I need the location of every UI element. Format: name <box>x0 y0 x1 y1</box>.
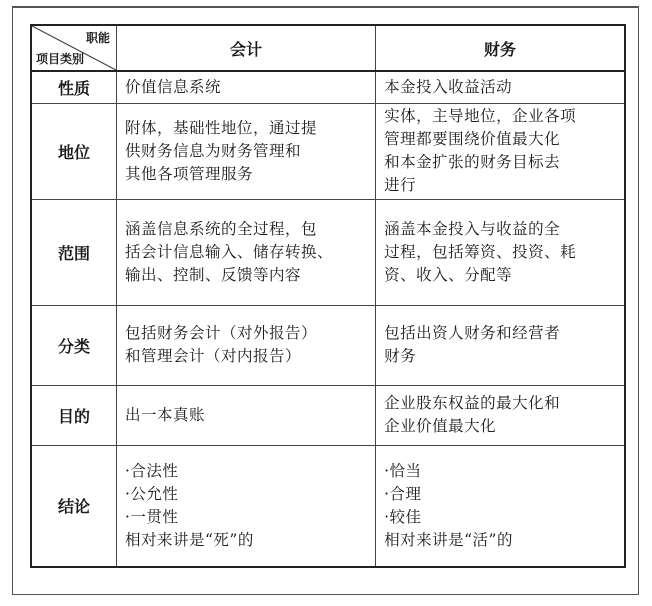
header-accounting: 会计 <box>117 25 376 71</box>
cell-line: 包括出资人财务和经营者 <box>384 324 561 342</box>
cell-line: 过程，包括筹资、投资、耗 <box>384 242 577 261</box>
cell-line: ·公允性 <box>125 484 179 503</box>
cell-line: 供财务信息为财务管理和 <box>125 141 302 160</box>
cell-line: 实体，主导地位，企业各项 <box>384 107 577 125</box>
cell-line: ·合法性 <box>125 461 179 480</box>
table-row <box>31 71 625 103</box>
finance-cell <box>376 103 625 199</box>
diag-top-label: 职能 <box>85 31 110 45</box>
cell-line: 企业股东权益的最大化和 <box>384 394 561 412</box>
cell-line: 和本金扩张的财务目标去 <box>384 153 561 171</box>
finance-cell <box>376 199 625 305</box>
cell-line: 包括财务会计（对外报告） <box>125 324 318 342</box>
table-row <box>31 385 625 445</box>
comparison-table <box>30 24 626 568</box>
cell-line: 管理都要围绕价值最大化 <box>384 130 561 148</box>
cell-line: 涵盖本金投入与收益的全 <box>384 219 561 238</box>
cell-line: ·一贯性 <box>125 507 179 526</box>
cell-line: 资、收入、分配等 <box>384 265 513 284</box>
table-body <box>31 71 625 567</box>
table-row <box>31 103 625 199</box>
table-row <box>31 199 625 305</box>
cell-line: 本金投入收益活动 <box>384 77 513 96</box>
accounting-cell <box>117 305 376 385</box>
cell-line: 括会计信息输入、储存转换、 <box>125 242 334 261</box>
cell-line: ·较佳 <box>384 507 422 526</box>
cell-line: ·恰当 <box>384 461 422 480</box>
row-label: 结论 <box>31 445 117 567</box>
cell-line: 出一本真账 <box>125 405 206 424</box>
diagonal-header-cell <box>31 25 117 71</box>
cell-line: 价值信息系统 <box>125 77 222 96</box>
accounting-cell <box>117 445 376 567</box>
row-label: 地位 <box>31 103 117 199</box>
cell-line: 企业价值最大化 <box>384 417 497 435</box>
table-row <box>31 445 625 567</box>
cell-line: 附体，基础性地位，通过提 <box>125 118 318 137</box>
diag-bottom-label: 项目类别 <box>36 52 85 66</box>
row-label: 目的 <box>31 385 117 445</box>
header-finance: 财务 <box>376 25 625 71</box>
table-row <box>31 305 625 385</box>
cell-line: 进行 <box>384 176 417 194</box>
accounting-cell <box>117 199 376 305</box>
finance-cell <box>376 71 625 103</box>
row-label: 范围 <box>31 199 117 305</box>
accounting-cell <box>117 385 376 445</box>
finance-cell <box>376 445 625 567</box>
row-label: 分类 <box>31 305 117 385</box>
cell-line: 涵盖信息系统的全过程，包 <box>125 219 318 238</box>
finance-cell <box>376 305 625 385</box>
finance-cell <box>376 385 625 445</box>
header-row <box>31 25 625 71</box>
accounting-cell <box>117 71 376 103</box>
row-label: 性质 <box>31 71 117 103</box>
cell-line: 输出、控制、反馈等内容 <box>125 265 302 284</box>
cell-line: 其他各项管理服务 <box>125 164 254 183</box>
cell-line: 相对来讲是“死”的 <box>125 530 254 549</box>
accounting-cell <box>117 103 376 199</box>
cell-line: 相对来讲是“活”的 <box>384 530 513 549</box>
cell-line: 和管理会计（对内报告） <box>125 347 302 365</box>
cell-line: 财务 <box>384 347 417 365</box>
cell-line: ·合理 <box>384 484 422 503</box>
